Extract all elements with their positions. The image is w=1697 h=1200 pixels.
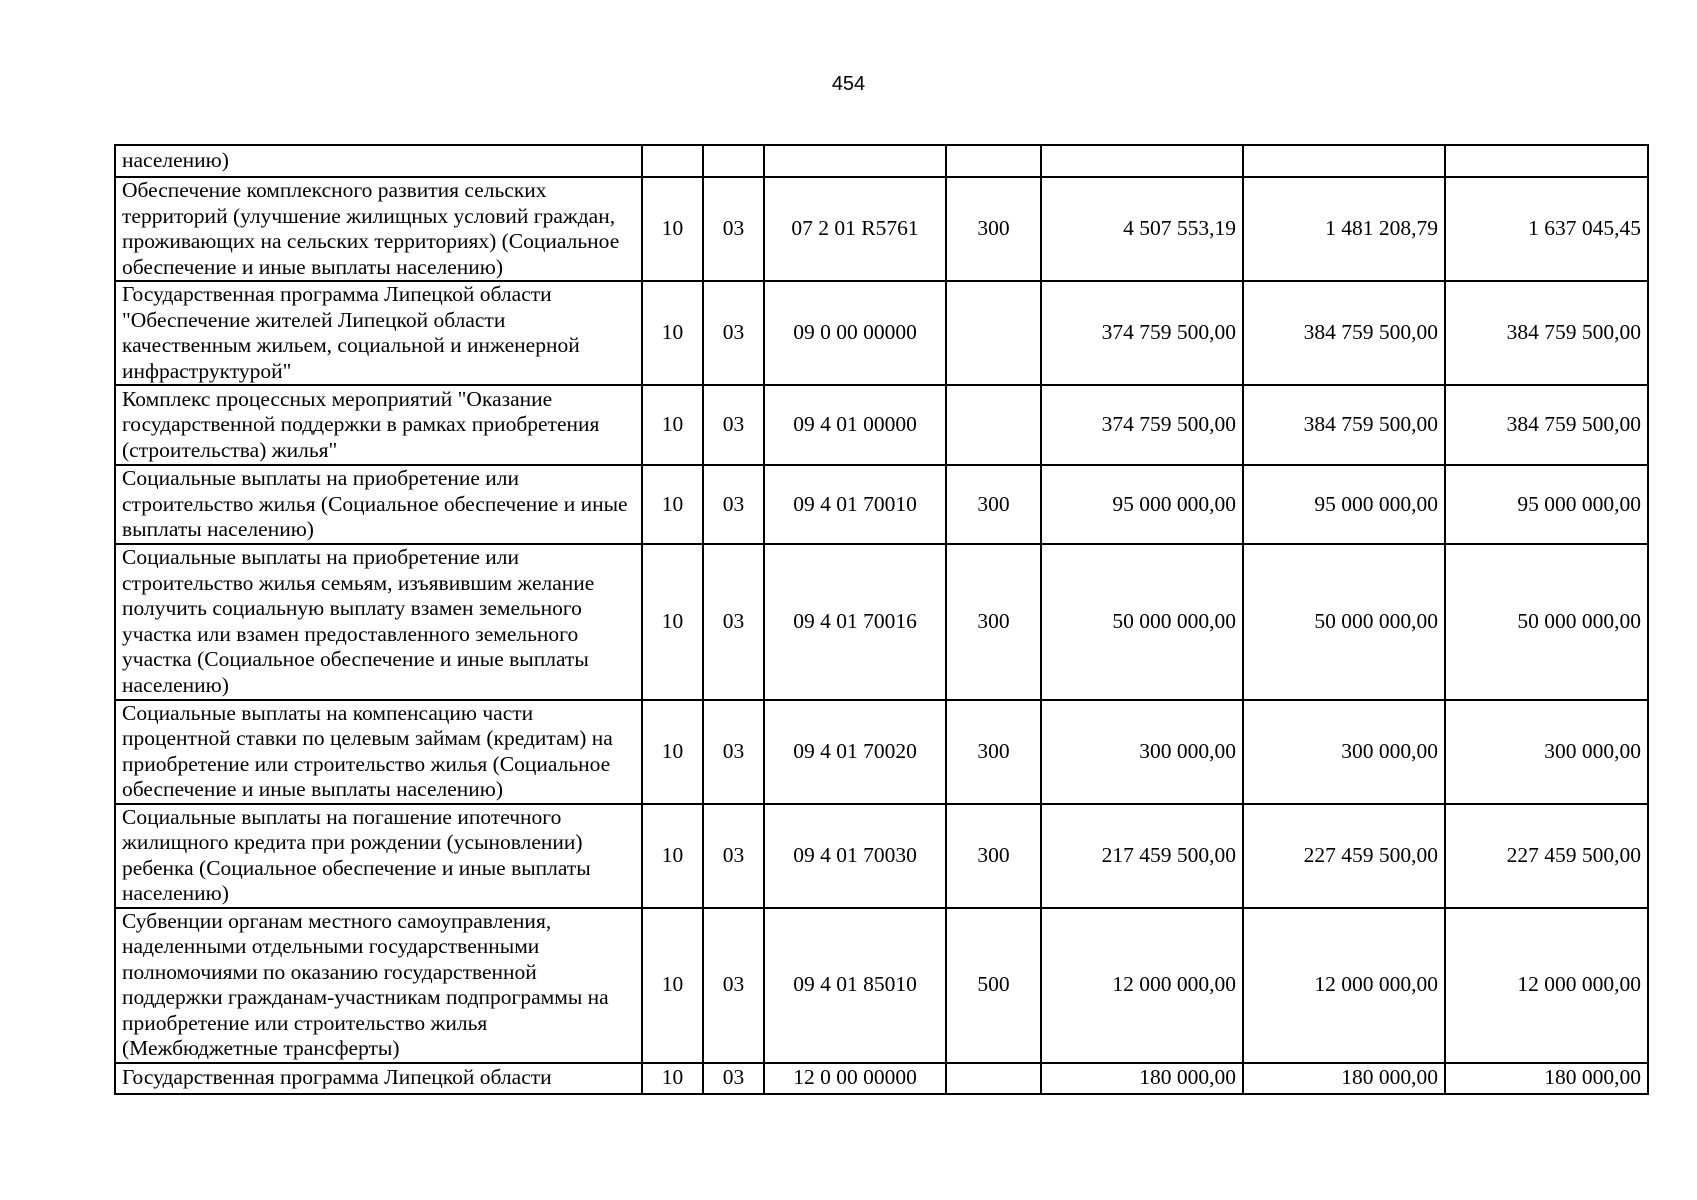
table-row — [115, 908, 1648, 1063]
target-article-cell: 09 4 01 70016 — [764, 544, 946, 700]
subsection-cell: 03 — [703, 465, 764, 544]
target-article-cell: 09 4 01 00000 — [764, 385, 946, 465]
subsection-cell — [703, 145, 764, 177]
target-article-cell — [764, 145, 946, 177]
row-name-cell: Обеспечение комплексного развития сельских территорий (улучшение жилищных условий граждан, проживающих на сельских территориях) (Социальное обеспечение и иные выплаты населению) — [115, 177, 642, 281]
amount-1-cell: 95 000 000,00 — [1041, 465, 1243, 544]
amount-1-cell: 217 459 500,00 — [1041, 804, 1243, 908]
expense-type-cell: 300 — [946, 700, 1041, 804]
target-article-cell: 07 2 01 R5761 — [764, 177, 946, 281]
amount-1-cell: 374 759 500,00 — [1041, 385, 1243, 465]
amount-3-cell: 384 759 500,00 — [1445, 281, 1648, 385]
row-name-cell: Государственная программа Липецкой области — [115, 1063, 642, 1094]
expense-type-cell — [946, 281, 1041, 385]
section-cell: 10 — [642, 385, 703, 465]
subsection-cell: 03 — [703, 177, 764, 281]
expense-type-cell: 300 — [946, 177, 1041, 281]
table-row — [115, 700, 1648, 804]
table-body — [115, 145, 1648, 1094]
table-row — [115, 177, 1648, 281]
table-row — [115, 145, 1648, 177]
amount-2-cell: 12 000 000,00 — [1243, 908, 1445, 1063]
amount-1-cell: 50 000 000,00 — [1041, 544, 1243, 700]
target-article-cell: 12 0 00 00000 — [764, 1063, 946, 1094]
table-row — [115, 544, 1648, 700]
expense-type-cell — [946, 385, 1041, 465]
amount-2-cell: 384 759 500,00 — [1243, 385, 1445, 465]
expense-type-cell: 500 — [946, 908, 1041, 1063]
amount-2-cell: 180 000,00 — [1243, 1063, 1445, 1094]
amount-2-cell: 1 481 208,79 — [1243, 177, 1445, 281]
target-article-cell: 09 0 00 00000 — [764, 281, 946, 385]
amount-2-cell: 300 000,00 — [1243, 700, 1445, 804]
table-row — [115, 281, 1648, 385]
amount-1-cell: 374 759 500,00 — [1041, 281, 1243, 385]
expense-type-cell: 300 — [946, 544, 1041, 700]
subsection-cell: 03 — [703, 908, 764, 1063]
amount-1-cell: 4 507 553,19 — [1041, 177, 1243, 281]
amount-1-cell: 300 000,00 — [1041, 700, 1243, 804]
expense-type-cell — [946, 1063, 1041, 1094]
row-name-cell: Комплекс процессных мероприятий "Оказание государственной поддержки в рамках приобретения (строительства) жилья" — [115, 385, 642, 465]
amount-3-cell: 384 759 500,00 — [1445, 385, 1648, 465]
section-cell: 10 — [642, 544, 703, 700]
expense-type-cell: 300 — [946, 804, 1041, 908]
subsection-cell: 03 — [703, 1063, 764, 1094]
section-cell: 10 — [642, 1063, 703, 1094]
table-row — [115, 465, 1648, 544]
row-name-cell: Социальные выплаты на приобретение или строительство жилья семьям, изъявившим желание получить социальную выплату взамен земельного участка или взамен предоставленного земельного участка (Социальное обеспечение и иные выплаты населению) — [115, 544, 642, 700]
section-cell — [642, 145, 703, 177]
subsection-cell: 03 — [703, 804, 764, 908]
target-article-cell: 09 4 01 70030 — [764, 804, 946, 908]
target-article-cell: 09 4 01 70020 — [764, 700, 946, 804]
section-cell: 10 — [642, 700, 703, 804]
row-name-cell: Социальные выплаты на погашение ипотечного жилищного кредита при рождении (усыновлении) ребенка (Социальное обеспечение и иные выплаты населению) — [115, 804, 642, 908]
section-cell: 10 — [642, 908, 703, 1063]
row-name-cell: Государственная программа Липецкой области "Обеспечение жителей Липецкой области качественным жильем, социальной и инженерной инфраструктурой" — [115, 281, 642, 385]
subsection-cell: 03 — [703, 281, 764, 385]
amount-2-cell: 50 000 000,00 — [1243, 544, 1445, 700]
expense-type-cell — [946, 145, 1041, 177]
row-name-cell: Социальные выплаты на приобретение или строительство жилья (Социальное обеспечение и иные выплаты населению) — [115, 465, 642, 544]
amount-3-cell: 50 000 000,00 — [1445, 544, 1648, 700]
amount-2-cell: 384 759 500,00 — [1243, 281, 1445, 385]
amount-3-cell: 12 000 000,00 — [1445, 908, 1648, 1063]
amount-1-cell — [1041, 145, 1243, 177]
target-article-cell: 09 4 01 85010 — [764, 908, 946, 1063]
page-number: 454 — [831, 73, 866, 95]
subsection-cell: 03 — [703, 544, 764, 700]
amount-3-cell: 95 000 000,00 — [1445, 465, 1648, 544]
subsection-cell: 03 — [703, 700, 764, 804]
section-cell: 10 — [642, 177, 703, 281]
amount-2-cell: 95 000 000,00 — [1243, 465, 1445, 544]
expense-type-cell: 300 — [946, 465, 1041, 544]
row-name-cell: населению) — [115, 145, 642, 177]
section-cell: 10 — [642, 465, 703, 544]
section-cell: 10 — [642, 281, 703, 385]
amount-3-cell: 1 637 045,45 — [1445, 177, 1648, 281]
amount-3-cell — [1445, 145, 1648, 177]
budget-table — [114, 144, 1649, 1095]
subsection-cell: 03 — [703, 385, 764, 465]
amount-1-cell: 180 000,00 — [1041, 1063, 1243, 1094]
amount-2-cell: 227 459 500,00 — [1243, 804, 1445, 908]
amount-2-cell — [1243, 145, 1445, 177]
row-name-cell: Субвенции органам местного самоуправления, наделенными отдельными государственными полномочиями по оказанию государственной поддержки гражданам-участникам подпрограммы на приобретение или строительство жилья (Межбюджетные трансферты) — [115, 908, 642, 1063]
section-cell: 10 — [642, 804, 703, 908]
amount-3-cell: 300 000,00 — [1445, 700, 1648, 804]
table-row — [115, 1063, 1648, 1094]
target-article-cell: 09 4 01 70010 — [764, 465, 946, 544]
table-row — [115, 385, 1648, 465]
row-name-cell: Социальные выплаты на компенсацию части процентной ставки по целевым займам (кредитам) на приобретение или строительство жилья (Социальное обеспечение и иные выплаты населению) — [115, 700, 642, 804]
amount-3-cell: 227 459 500,00 — [1445, 804, 1648, 908]
table-row — [115, 804, 1648, 908]
amount-1-cell: 12 000 000,00 — [1041, 908, 1243, 1063]
amount-3-cell: 180 000,00 — [1445, 1063, 1648, 1094]
